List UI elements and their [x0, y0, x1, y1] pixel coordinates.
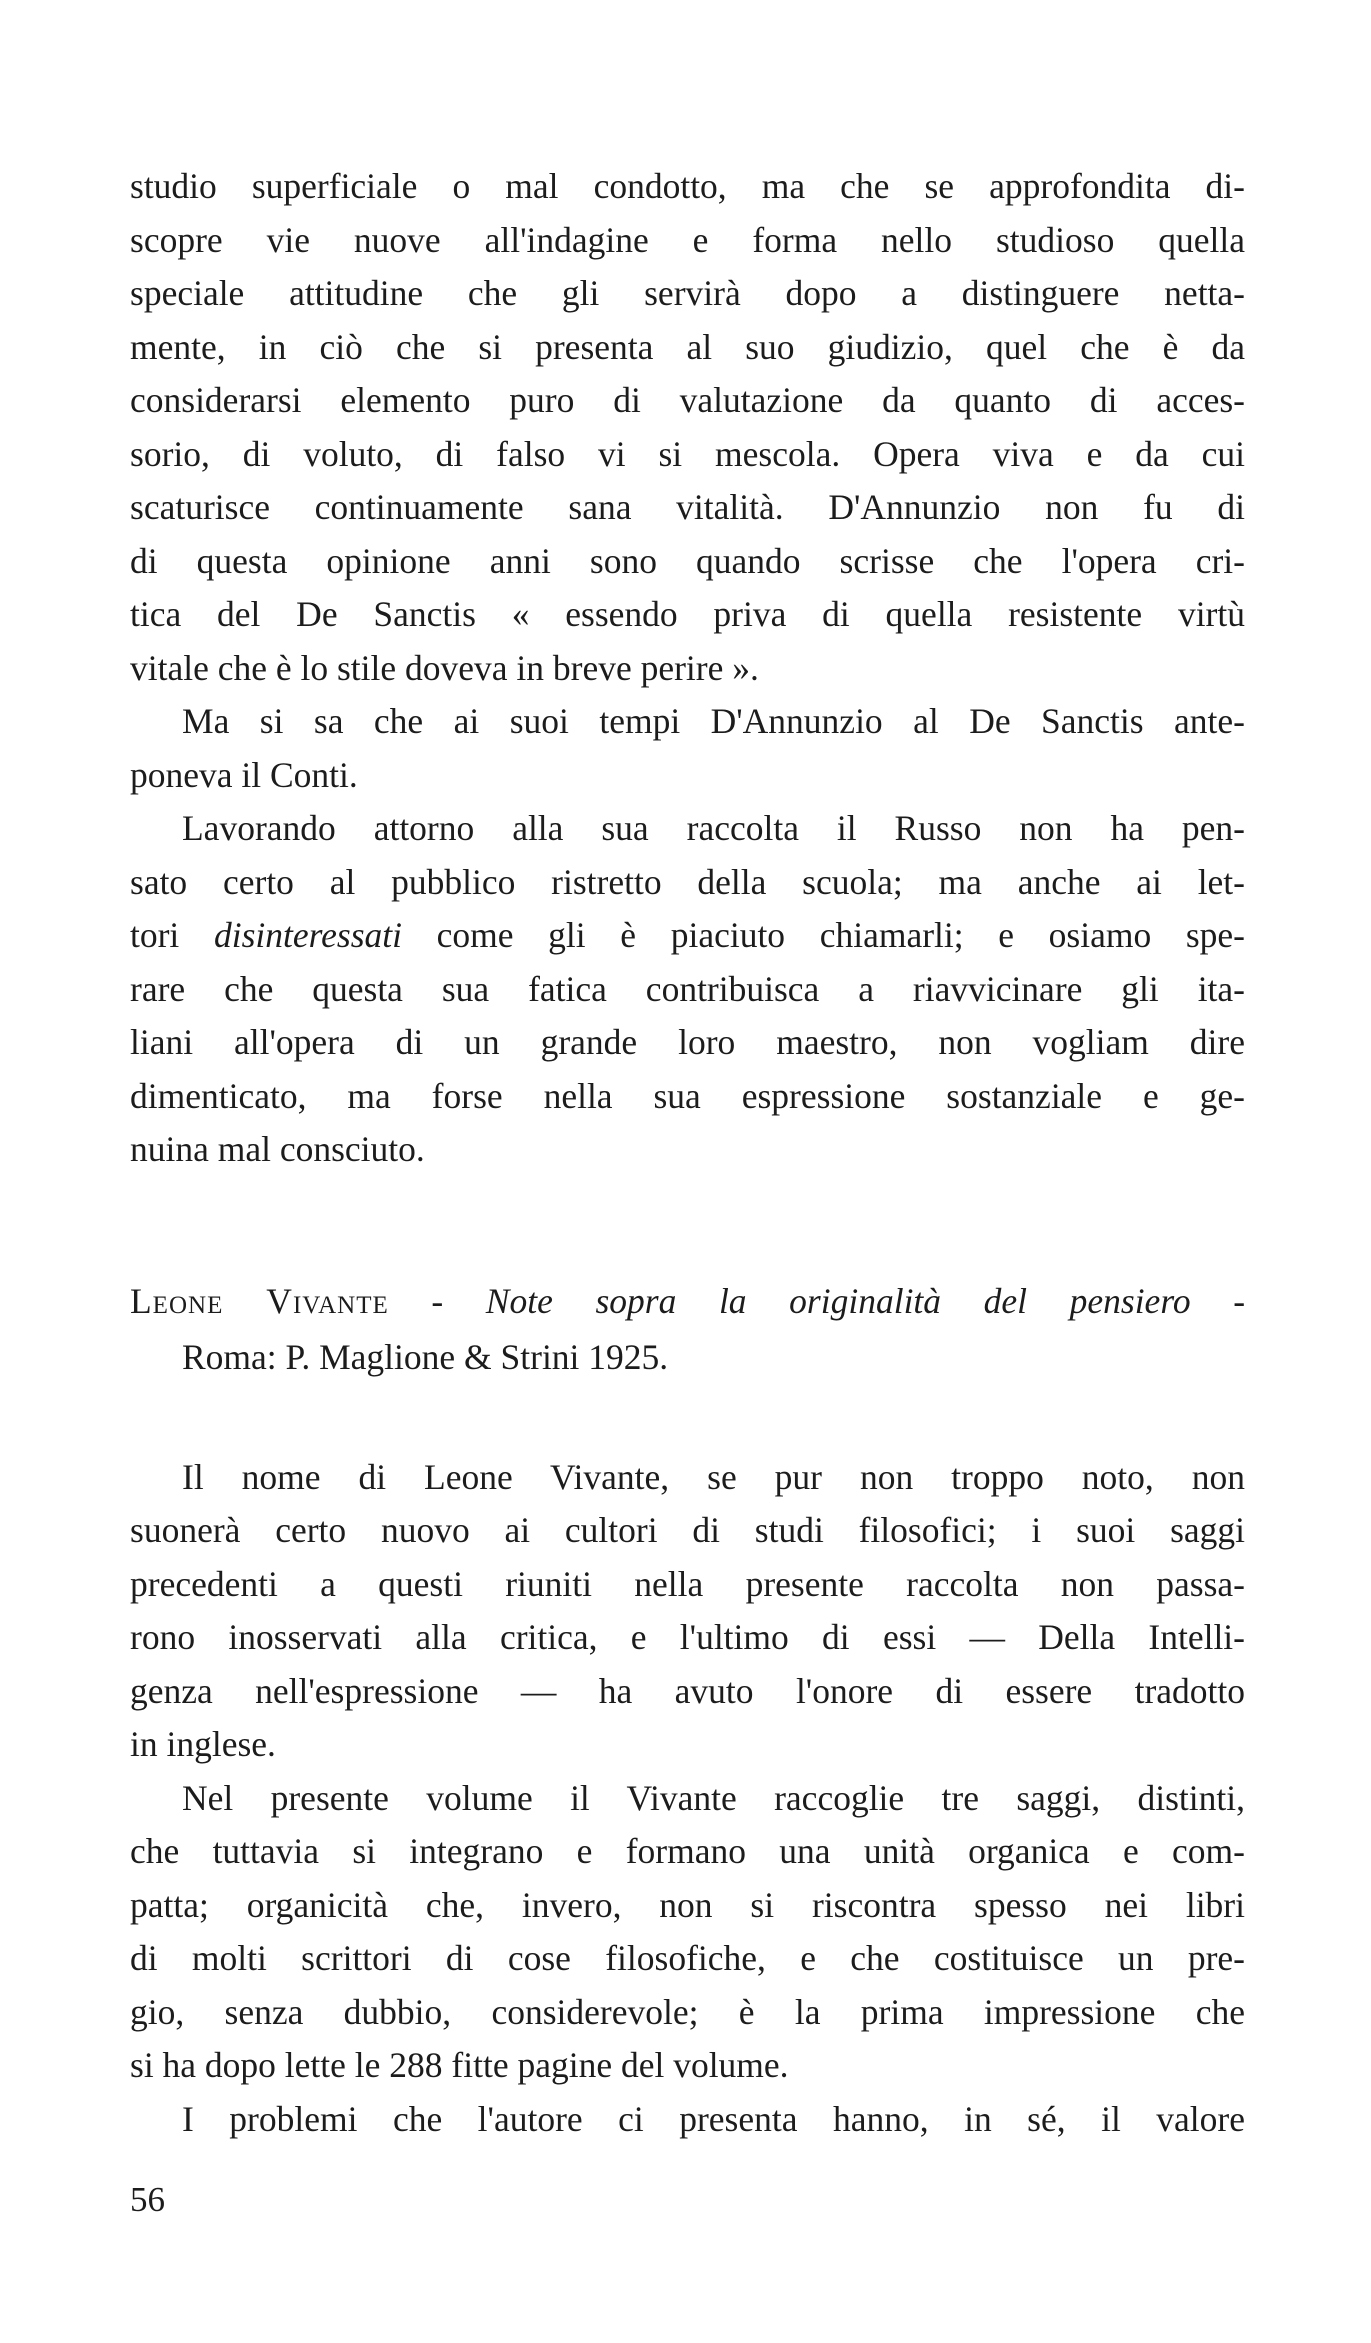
text-line: poneva il Conti.	[130, 754, 358, 795]
text-line: sorio, di voluto, di falso vi si mescola. Opera viva e da cui	[130, 433, 1245, 474]
page-number: 56	[130, 2180, 165, 2219]
review-publication: Roma: P. Maglione & Strini 1925.	[182, 1336, 669, 1377]
review-dash: -	[431, 1280, 444, 1321]
text-line: nuina mal consciuto.	[130, 1129, 425, 1169]
text-line: di questa opinione anni sono quando scrisse che l'opera cri-	[130, 540, 1245, 581]
paragraph-1	[130, 160, 1245, 695]
text-line: rare che questa sua fatica contribuisca a riavvicinare gli ita-	[130, 968, 1245, 1009]
section-gap	[130, 1177, 1245, 1273]
paragraph-4	[130, 1451, 1245, 1772]
text-line: gio, senza dubbio, considerevole; è la prima impressione che	[130, 1991, 1245, 2032]
review-title-line	[130, 1273, 1245, 1329]
text-line: Lavorando attorno alla sua raccolta il Russo non ha pen-	[182, 808, 1245, 848]
review-title: Note sopra la originalità del pensiero	[485, 1280, 1191, 1321]
text-line: vitale che è lo stile doveva in breve perire ».	[130, 647, 759, 688]
paragraph-5	[130, 1772, 1245, 2093]
paragraph-3	[130, 802, 1245, 1177]
text-line: Ma si sa che ai suoi tempi D'Annunzio al De Sanctis ante-	[182, 701, 1245, 741]
text-line: Nel presente volume il Vivante raccoglie tre saggi, distinti,	[182, 1777, 1245, 1818]
page-body	[130, 160, 1245, 2146]
text-line: mente, in ciò che si presenta al suo giudizio, quel che è da	[130, 326, 1245, 367]
text-line: I problemi che l'autore ci presenta hanno, in sé, il valore	[182, 2098, 1245, 2139]
text-line: sato certo al pubblico ristretto della scuola; ma anche ai let-	[130, 861, 1245, 902]
paragraph-6	[130, 2093, 1245, 2147]
text-line: suonerà certo nuovo ai cultori di studi filosofici; i suoi saggi	[130, 1510, 1245, 1550]
text-line: speciale attitudine che gli servirà dopo a distinguere netta-	[130, 273, 1245, 313]
text-line: che tuttavia si integrano e formano una unità organica e com-	[130, 1831, 1245, 1871]
text-line: in inglese.	[130, 1724, 276, 1764]
text-line: scopre vie nuove all'indagine e forma nello studioso quella	[130, 219, 1245, 260]
paragraph-2	[130, 695, 1245, 802]
text-line: studio superficiale o mal condotto, ma che se approfondita di-	[130, 166, 1245, 206]
text-line: precedenti a questi riuniti nella presente raccolta non passa-	[130, 1563, 1245, 1604]
text-line: patta; organicità che, invero, non si riscontra spesso nei libri	[130, 1884, 1245, 1925]
text-line: Il nome di Leone Vivante, se pur non troppo noto, non	[182, 1456, 1245, 1497]
review-heading	[130, 1273, 1245, 1385]
section-gap	[130, 1385, 1245, 1451]
text-line: considerarsi elemento puro di valutazione da quanto di acces-	[130, 380, 1245, 420]
text-line: liani all'opera di un grande loro maestro, non vogliam dire	[130, 1022, 1245, 1062]
text-line: scaturisce continuamente sana vitalità. D'Annunzio non fu di	[130, 487, 1245, 527]
review-author: Leone Vivante	[130, 1280, 389, 1321]
review-dash-end: -	[1233, 1280, 1246, 1321]
text-fragment: tori	[130, 915, 180, 955]
text-line	[130, 909, 1245, 963]
text-line: rono inosservati alla critica, e l'ultimo di essi — Della Intelli-	[130, 1617, 1245, 1657]
text-line: dimenticato, ma forse nella sua espressione sostanziale e ge-	[130, 1075, 1245, 1116]
text-line: tica del De Sanctis « essendo priva di quella resistente virtù	[130, 594, 1245, 634]
text-fragment: come gli è piaciuto chiamarli; e osiamo spe-	[436, 915, 1246, 955]
text-line: genza nell'espressione — ha avuto l'onore di essere tradotto	[130, 1670, 1245, 1711]
text-line: di molti scrittori di cose filosofiche, e che costituisce un pre-	[130, 1938, 1245, 1978]
italic-term: disinteressati	[213, 915, 402, 955]
text-line: si ha dopo lette le 288 fitte pagine del volume.	[130, 2045, 789, 2085]
